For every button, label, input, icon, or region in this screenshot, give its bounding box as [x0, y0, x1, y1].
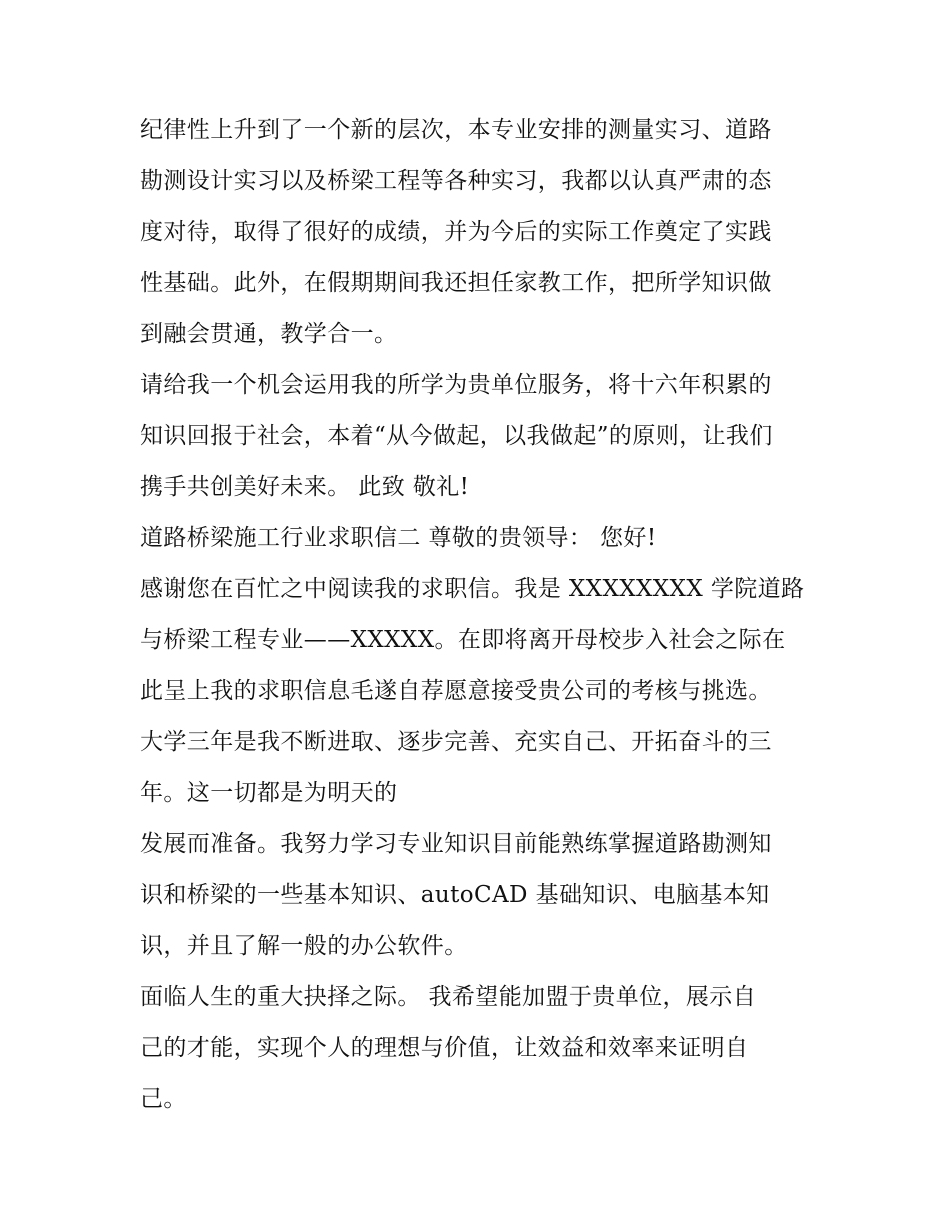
- text-line: 面临人生的重大抉择之际。 我希望能加盟于贵单位，展示自: [140, 984, 757, 1010]
- text-line: 勘测设计实习以及桥梁工程等各种实习，我都以认真严肃的态: [140, 168, 772, 194]
- text-line: 感谢您在百忙之中阅读我的求职信。我是 XXXXXXXX 学院道路: [140, 576, 805, 602]
- text-line: 道路桥梁施工行业求职信二 尊敬的贵领导： 您好!: [140, 525, 657, 551]
- text-line: 年。这一切都是为明天的: [140, 780, 398, 806]
- text-line: 大学三年是我不断进取、逐步完善、充实自己、开拓奋斗的三: [140, 729, 772, 755]
- text-line: 到融会贯通，教学合一。: [140, 321, 398, 347]
- document-body: [140, 105, 820, 1125]
- text-line: 识和桥梁的一些基本知识、autoCAD 基础知识、电脑基本知: [140, 882, 770, 908]
- text-line: 性基础。此外，在假期期间我还担任家教工作，把所学知识做: [140, 270, 772, 296]
- text-line: 己的才能，实现个人的理想与价值，让效益和效率来证明自: [140, 1035, 749, 1061]
- text-line: 纪律性上升到了一个新的层次，本专业安排的测量实习、道路: [140, 117, 772, 143]
- text-line: 此呈上我的求职信息毛遂自荐愿意接受贵公司的考核与挑选。: [140, 678, 772, 704]
- text-line: 与桥梁工程专业——XXXXX。在即将离开母校步入社会之际在: [140, 627, 786, 653]
- text-line: 发展而准备。我努力学习专业知识目前能熟练掌握道路勘测知: [140, 831, 772, 857]
- text-line: 识，并且了解一般的办公软件。: [140, 933, 468, 959]
- text-line: 携手共创美好未来。 此致 敬礼!: [140, 474, 470, 500]
- text-line: 己。: [140, 1086, 187, 1112]
- text-line: 请给我一个机会运用我的所学为贵单位服务，将十六年积累的: [140, 372, 772, 398]
- text-line: 知识回报于社会，本着“从今做起，以我做起”的原则，让我们: [140, 423, 773, 449]
- text-line: 度对待，取得了很好的成绩，并为今后的实际工作奠定了实践: [140, 219, 772, 245]
